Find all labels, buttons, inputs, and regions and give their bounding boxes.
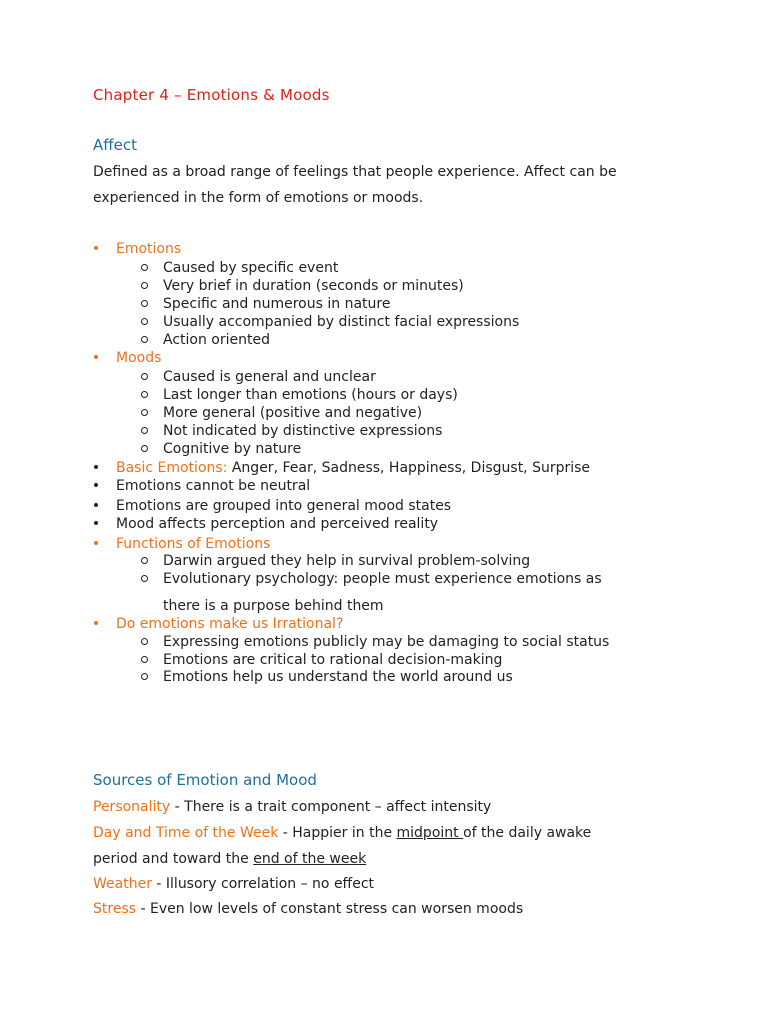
chapter-title: Chapter 4 – Emotions & Moods	[93, 86, 330, 104]
bullet-dot-icon: •	[91, 478, 101, 494]
source-weather: Weather - Illusory correlation – no effect	[93, 876, 375, 892]
personality-label: Personality	[93, 799, 171, 815]
basic-emotions-text: Anger, Fear, Sadness, Happiness, Disgust, Surprise	[227, 460, 591, 476]
circle-bullet-icon	[141, 300, 148, 307]
affect-heading: Affect	[93, 136, 137, 154]
circle-bullet-icon	[141, 373, 148, 380]
circle-bullet-icon	[141, 427, 148, 434]
circle-bullet-icon	[141, 282, 148, 289]
day-time-label: Day and Time of the Week	[93, 825, 279, 841]
sources-heading: Sources of Emotion and Mood	[93, 771, 317, 789]
bullet-dot-icon: •	[91, 498, 101, 514]
circle-bullet-icon	[141, 391, 148, 398]
functions-label: Functions of Emotions	[116, 536, 271, 552]
affect-definition-line-2: experienced in the form of emotions or moods.	[93, 190, 424, 206]
bullet-dot-icon: •	[91, 350, 101, 366]
affect-definition	[93, 159, 693, 211]
basic-emotions-label: Basic Emotions:	[116, 460, 228, 476]
circle-bullet-icon	[141, 656, 148, 663]
circle-bullet-icon	[141, 638, 148, 645]
end-of-week-text: end of the week	[253, 851, 367, 867]
source-stress: Stress - Even low levels of constant stress can worsen moods	[93, 901, 524, 917]
bullet-dot-icon: •	[91, 241, 101, 257]
bullet-dot-icon: •	[91, 460, 101, 476]
source-day-time: Day and Time of the Week - Happier in the midpoint of the daily awake	[93, 825, 592, 841]
circle-bullet-icon	[141, 557, 148, 564]
stress-label: Stress	[93, 901, 137, 917]
moods-label: Moods	[116, 350, 162, 366]
midpoint-text: midpoint	[396, 825, 464, 841]
circle-bullet-icon	[141, 336, 148, 343]
bullet-dot-icon: •	[91, 536, 101, 552]
bullet-dot-icon: •	[91, 616, 101, 632]
circle-bullet-icon	[141, 575, 148, 582]
irrational-label: Do emotions make us Irrational?	[116, 616, 344, 632]
circle-bullet-icon	[141, 318, 148, 325]
circle-bullet-icon	[141, 445, 148, 452]
bullet-dot-icon: •	[91, 516, 101, 532]
circle-bullet-icon	[141, 409, 148, 416]
affect-definition-line-1: Defined as a broad range of feelings that people experience. Affect can be	[93, 164, 617, 180]
circle-bullet-icon	[141, 264, 148, 271]
source-personality: Personality - There is a trait component – affect intensity	[93, 799, 492, 815]
weather-label: Weather	[93, 876, 152, 892]
source-day-time-continued: period and toward the end of the week	[93, 851, 367, 867]
emotions-label: Emotions	[116, 241, 182, 257]
circle-bullet-icon	[141, 673, 148, 680]
